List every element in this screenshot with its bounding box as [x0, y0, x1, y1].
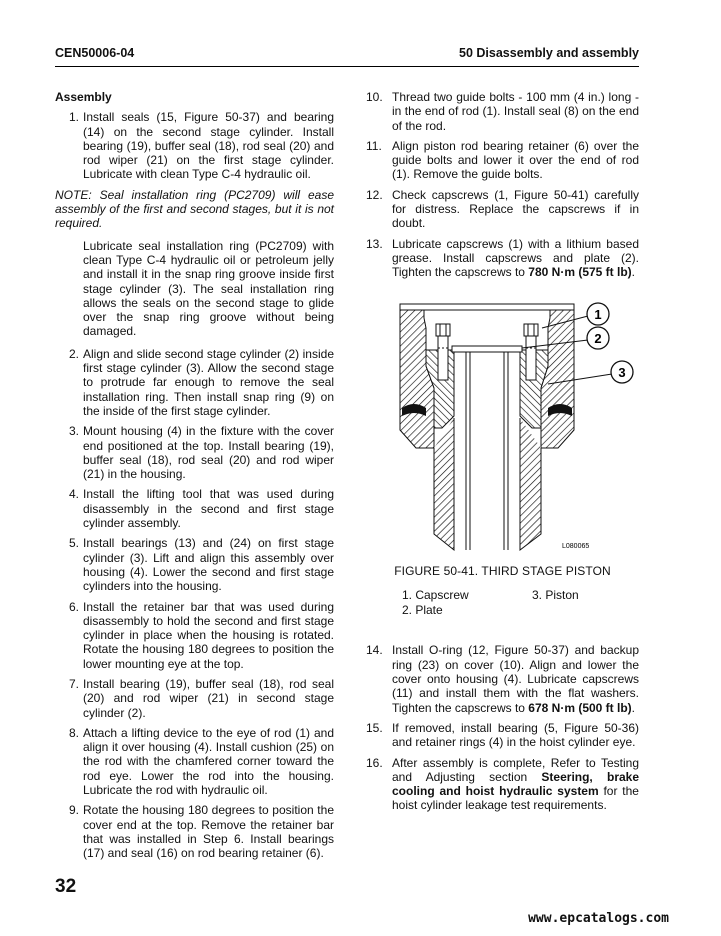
- step-text-part: Install O-ring (12, Figure 50-37) and backup ring (23) on cover (10). Align and lower the cover onto housing (4). Lubricate capscrews (11) and install them with the flat washers. Tighten the capscrews to: [392, 643, 639, 715]
- section-title: 50 Disassembly and assembly: [459, 46, 639, 60]
- step-text: Install bearing (19), buffer seal (18), rod seal (20) and rod wiper (21) in second stage cylinder (2).: [83, 676, 334, 720]
- step-10: [366, 90, 639, 133]
- step-number: 3.: [69, 424, 80, 439]
- step-4: [55, 487, 334, 530]
- step-2: [55, 347, 334, 418]
- left-column: [55, 90, 334, 867]
- step-number: 12.: [366, 187, 383, 202]
- step-number: 8.: [69, 725, 80, 740]
- step-text: Check capscrews (1, Figure 50-41) carefully for distress. Replace the capscrews if in doubt.: [392, 187, 639, 231]
- callout-2-label: 2: [594, 330, 602, 346]
- right-column: [366, 90, 639, 819]
- step-13: [366, 237, 639, 280]
- step-number: 11.: [366, 138, 382, 153]
- step-number: 6.: [69, 599, 80, 614]
- step-text: [392, 643, 639, 714]
- step-number: 16.: [366, 755, 383, 770]
- step-text: Install bearings (13) and (24) on first stage cylinder (3). Lift and align this assembly over housing (4). Lower the second and first stage cylinders into the housing.: [83, 536, 334, 594]
- doc-id: CEN50006-04: [55, 46, 135, 60]
- step-9: [55, 803, 334, 860]
- step-text: Align piston rod bearing retainer (6) over the guide bolts and lower it over the end of rod (1). Remove the guide bolts.: [392, 138, 639, 182]
- step-text-part: Lubricate capscrews (1) with a lithium based grease. Install capscrews and plate (2). Tighten the capscrews to: [392, 236, 639, 280]
- torque-value: 780 N·m (575 ft lb): [528, 265, 632, 280]
- step-11: [366, 139, 639, 182]
- step-text-part: for the hoist cylinder leakage test requirements.: [392, 784, 639, 813]
- assembly-heading: Assembly: [55, 90, 112, 104]
- step-text: Mount housing (4) in the fixture with the cover end positioned at the top. Install bearing (19), buffer seal (18), rod seal (20) and rod wiper (21) in the housing.: [83, 424, 334, 482]
- step-15: [366, 721, 639, 750]
- rod-right: [520, 418, 541, 550]
- figure-caption: FIGURE 50-41. THIRD STAGE PISTON: [394, 563, 611, 578]
- step-12: [366, 188, 639, 231]
- figure-legend: [402, 588, 639, 618]
- step-number: 9.: [69, 803, 80, 818]
- step-number: 5.: [69, 536, 80, 551]
- step-14: [366, 643, 639, 714]
- figure-code: L080065: [562, 542, 590, 550]
- step-text: Install the lifting tool that was used during disassembly in the second and first stage cylinder assembly.: [83, 487, 334, 531]
- step-7: [55, 677, 334, 720]
- step-3: [55, 424, 334, 481]
- step-number: 1.: [69, 110, 80, 125]
- callout-3-label: 3: [618, 364, 626, 380]
- note: NOTE: Seal installation ring (PC2709) will ease assembly of the first and second stages, but it is not required.: [55, 187, 334, 231]
- step-number: 2.: [69, 346, 80, 361]
- step-text: [392, 237, 639, 280]
- torque-value: 678 N·m (500 ft lb): [528, 700, 632, 715]
- step-8: [55, 726, 334, 797]
- rod-left: [434, 418, 454, 550]
- legend-item: 3. Piston: [532, 587, 579, 602]
- step-text: If removed, install bearing (5, Figure 50-36) and retainer rings (4) in the hoist cylinder eye.: [392, 720, 639, 750]
- step-text: Install the retainer bar that was used during disassembly to hold the second and first stage cylinder in place when the housing is rotated. Rotate the housing 180 degrees to position the lower mounting eye at the top.: [83, 599, 334, 671]
- housing-left: [400, 308, 434, 448]
- watermark: www.epcatalogs.com: [528, 911, 669, 926]
- step-number: 13.: [366, 236, 383, 251]
- housing-right: [541, 308, 574, 448]
- step-number: 7.: [69, 676, 80, 691]
- step-number: 14.: [366, 643, 383, 658]
- step-number: 4.: [69, 487, 80, 502]
- callout-1-label: 1: [594, 306, 602, 322]
- step-6: [55, 600, 334, 671]
- step-5: [55, 536, 334, 593]
- section-reference: Steering, brake cooling and hoist hydraulic system: [392, 769, 640, 799]
- step-text: Rotate the housing 180 degrees to position the cover end at the top. Remove the retainer bar that was installed in Step 6. Install bearings (17) and seal (16) on rod bearing retainer (6).: [83, 803, 334, 861]
- legend-item: 2. Plate: [402, 603, 443, 618]
- step-text-part: .: [631, 700, 635, 715]
- capscrew-right: [524, 324, 538, 380]
- legend-item: 1. Capscrew: [402, 587, 469, 602]
- note-paragraph: Lubricate seal installation ring (PC2709) with clean Type C-4 hydraulic oil or petroleum jelly and install it in the snap ring groove inside first stage cylinder (3). The seal installation ring allows the seals on the second stage to glide over the snap ring groove without being damaged.: [83, 238, 334, 339]
- page-number: 32: [55, 876, 77, 897]
- step-text-part: .: [631, 265, 635, 280]
- step-number: 10.: [366, 90, 383, 104]
- housing-top-lip: [400, 304, 574, 310]
- capscrew-left: [436, 324, 450, 380]
- plate: [452, 346, 522, 352]
- step-text: Align and slide second stage cylinder (2) inside first stage cylinder (3). Allow the second stage to protrude far enough to remove the seal installation ring. Then install snap ring (9) on the inside of the first stage cylinder.: [83, 346, 334, 418]
- header-rule: [55, 66, 639, 67]
- step-text-part: After assembly is complete, Refer to Testing and Adjusting section: [392, 755, 639, 784]
- step-text: [392, 756, 639, 813]
- step-text: Install seals (15, Figure 50-37) and bearing (14) on the second stage cylinder. Install bearing (19), buffer seal (18), rod seal (20) and rod wiper (21) on the first stage cylinder. Lubricate with clean Type C-4 hydraulic oil.: [83, 110, 334, 182]
- step-text: Attach a lifting device to the eye of rod (1) and align it over housing (4). Install cushion (25) on the rod with the chamfered corner toward the rod eye. Lower the rod into the housing. Lubricate the rod with hydraulic oil.: [83, 725, 334, 798]
- step-16: [366, 756, 639, 813]
- step-text: Thread two guide bolts - 100 mm (4 in.) long - in the end of rod (1). Install seal (8) on the end of the rod.: [392, 90, 639, 133]
- step-number: 15.: [366, 720, 383, 735]
- figure-third-stage-piston: [366, 288, 639, 560]
- step-1: [55, 110, 334, 181]
- piston-drawing: [366, 288, 639, 560]
